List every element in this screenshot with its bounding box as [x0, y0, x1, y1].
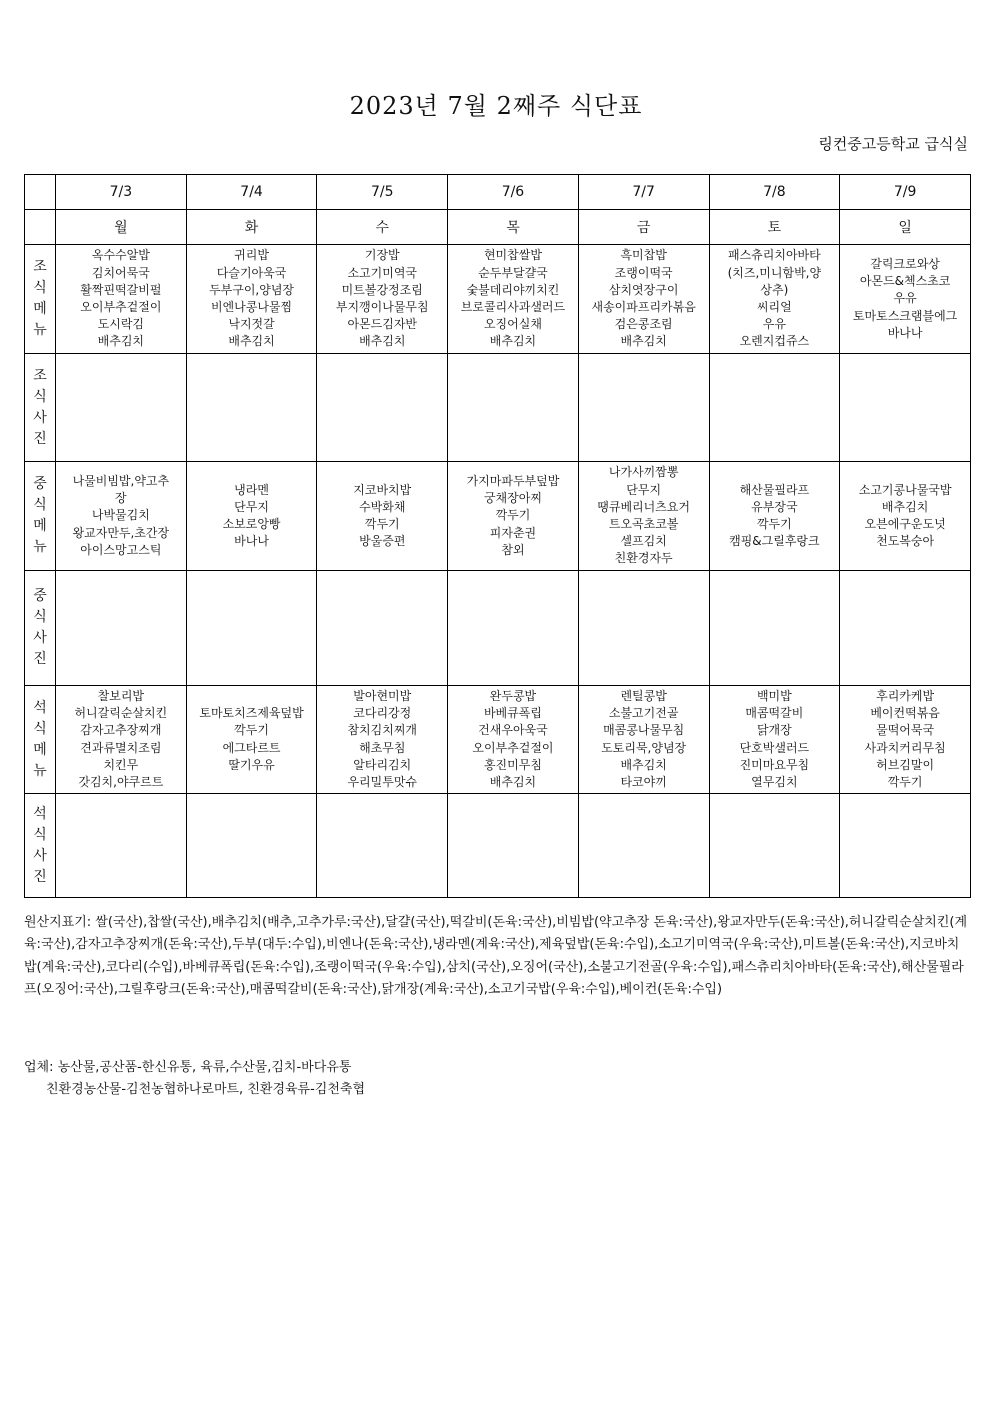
row-label-char: 중 — [33, 588, 47, 604]
row-label-char: 메 — [33, 518, 47, 534]
dinner-menu-cell — [448, 686, 579, 794]
day-row — [25, 210, 971, 245]
row-label-char: 뉴 — [33, 322, 47, 338]
menu-item: 오렌지컵쥬스 — [739, 334, 810, 349]
dinner-menu-cell — [56, 686, 187, 794]
menu-item: 후리카케밥 — [876, 689, 935, 703]
menu-item: 우유 — [893, 291, 917, 306]
page-title: 2023년 7월 2째주 식단표 — [349, 92, 643, 120]
dinner-menu-cell — [840, 686, 971, 794]
menu-item: 소고기콩나물국밥 — [858, 482, 952, 497]
row-label — [25, 354, 56, 462]
dinner-photo-cell — [578, 794, 709, 898]
lunch-menu-cell — [709, 462, 840, 571]
menu-item: 셀프김치 — [620, 534, 667, 549]
row-label-char: 조 — [33, 367, 47, 384]
date-cell: 7/9 — [840, 175, 971, 210]
menu-item: 참치김치찌개 — [347, 723, 418, 738]
date-cell: 7/8 — [709, 175, 840, 210]
breakfast-menu-cell — [186, 245, 317, 354]
menu-item: 바베큐폭립 — [483, 706, 542, 721]
row-label-char: 사 — [33, 630, 47, 646]
lunch-menu-row — [25, 462, 971, 571]
breakfast-menu-row — [25, 245, 971, 354]
corner-cell — [25, 175, 56, 210]
menu-item: 순두부달걀국 — [478, 265, 548, 280]
breakfast-menu-cell — [578, 245, 709, 354]
dinner-photo-cell — [448, 794, 579, 898]
row-label-char: 식 — [33, 280, 47, 296]
menu-item: 캠핑&그릴후랑크 — [729, 534, 820, 549]
menu-item: 단무지 — [626, 482, 662, 497]
menu-item: 물떡어묵국 — [876, 723, 935, 738]
lunch-photo-cell — [317, 571, 448, 686]
menu-item: 조랭이떡국 — [614, 265, 673, 280]
lunch-photo-cell — [448, 571, 579, 686]
row-label-char: 석 — [33, 805, 47, 822]
menu-item: 오징어실채 — [483, 317, 542, 332]
menu-item: 천도복숭아 — [876, 534, 935, 549]
menu-item: 참외 — [501, 542, 525, 557]
lunch-photo-cell — [709, 571, 840, 686]
row-label-char: 사 — [33, 409, 47, 426]
menu-item: 아이스망고스틱 — [80, 542, 162, 557]
menu-item: 갓김치,야쿠르트 — [78, 775, 164, 790]
menu-item: 타코야끼 — [620, 775, 667, 790]
menu-item: 해초무침 — [359, 740, 406, 755]
menu-item: 매콤떡갈비 — [745, 706, 804, 721]
menu-item: 소고기미역국 — [347, 265, 418, 280]
menu-item: 닭개장 — [756, 723, 792, 738]
menu-item: 땡큐베리너츠요거 — [597, 499, 691, 514]
dinner-menu-cell — [709, 686, 840, 794]
row-label-char: 조 — [33, 259, 47, 275]
menu-item: 숯불데리야끼치킨 — [466, 282, 560, 297]
menu-item: 깍두기 — [756, 517, 792, 531]
menu-item: 도토리묵,양념장 — [601, 740, 687, 755]
vendor-info — [24, 1057, 365, 1101]
menu-item: 나가사끼짬뽕 — [608, 465, 679, 480]
menu-item: 배추김치 — [620, 334, 667, 349]
menu-item: 미트볼강정조림 — [341, 282, 423, 297]
menu-item: 우유 — [762, 317, 786, 332]
dinner-menu-row — [25, 686, 971, 794]
row-label — [25, 462, 56, 571]
lunch-photo-cell — [186, 571, 317, 686]
menu-item: 갈릭크로와상 — [870, 256, 940, 271]
row-label-char: 뉴 — [33, 539, 47, 555]
breakfast-photo-cell — [578, 354, 709, 462]
menu-item: 깍두기 — [495, 508, 531, 523]
date-row — [25, 175, 971, 210]
breakfast-photo-cell — [317, 354, 448, 462]
menu-item: 단무지 — [234, 499, 269, 514]
menu-item: 활짝핀떡갈비펄 — [80, 282, 162, 297]
menu-item: 수박화채 — [359, 499, 406, 514]
menu-item: 옥수수알밥 — [91, 248, 150, 263]
corner-cell — [25, 210, 56, 245]
menu-item: 감자고추장찌개 — [80, 723, 162, 738]
row-label-char: 식 — [33, 388, 47, 405]
meal-table — [24, 174, 971, 898]
menu-item: 에그타르트 — [222, 740, 281, 755]
breakfast-photo-row — [25, 354, 971, 462]
date-cell: 7/4 — [186, 175, 317, 210]
menu-item: 나물비빔밥,약고추 — [72, 473, 170, 488]
menu-item: 다슬기아욱국 — [216, 265, 287, 280]
menu-item: 검은콩조림 — [614, 317, 673, 332]
menu-item: 새송이파프리카볶음 — [591, 300, 696, 314]
menu-item: 허브김말이 — [876, 757, 935, 772]
menu-item: 오이부추겉절이 — [80, 300, 162, 314]
menu-item: 소불고기전골 — [608, 706, 679, 721]
breakfast-photo-cell — [186, 354, 317, 462]
menu-item: 오이부추겉절이 — [472, 740, 554, 755]
menu-item: 배추김치 — [489, 334, 537, 349]
dinner-menu-cell — [186, 686, 317, 794]
row-label-char: 식 — [33, 720, 47, 737]
lunch-menu-cell — [317, 462, 448, 571]
day-cell: 화 — [186, 210, 317, 245]
row-label-char: 석 — [33, 699, 47, 716]
menu-item: 배추김치 — [228, 334, 275, 349]
lunch-menu-cell — [578, 462, 709, 571]
menu-item: 상추) — [760, 282, 789, 297]
menu-item: 궁채장아찌 — [483, 491, 542, 506]
menu-item: 깍두기 — [234, 723, 269, 738]
menu-item: 삼치엿장구이 — [608, 282, 679, 297]
day-cell: 일 — [840, 210, 971, 245]
menu-item: 피자춘권 — [489, 525, 537, 540]
day-cell: 목 — [448, 210, 579, 245]
menu-item: 배추김치 — [489, 775, 537, 790]
menu-item: 건새우아욱국 — [478, 723, 548, 738]
dinner-photo-cell — [56, 794, 187, 898]
row-label-char: 중 — [33, 476, 47, 492]
menu-item: 배추김치 — [620, 757, 667, 772]
menu-item: 아몬드김자반 — [347, 317, 418, 332]
lunch-menu-cell — [840, 462, 971, 571]
menu-item: 친환경자두 — [614, 551, 673, 566]
lunch-photo-cell — [578, 571, 709, 686]
dinner-menu-cell — [317, 686, 448, 794]
dinner-photo-cell — [186, 794, 317, 898]
vendor-line: 친환경농산물-김천농협하나로마트, 친환경육류-김천축협 — [46, 1082, 366, 1097]
menu-item: 기장밥 — [364, 248, 400, 263]
date-cell: 7/3 — [56, 175, 187, 210]
menu-item: 렌틸콩밥 — [620, 689, 667, 703]
dinner-photo-cell — [709, 794, 840, 898]
row-label — [25, 245, 56, 354]
menu-item: 패스츄리치아바타 — [727, 248, 821, 263]
menu-item: 치킨무 — [103, 757, 139, 772]
dinner-photo-row — [25, 794, 971, 898]
menu-item: 찰보리밥 — [97, 689, 145, 703]
day-cell: 토 — [709, 210, 840, 245]
menu-item: 트오곡초코볼 — [608, 517, 679, 531]
menu-item: 홍진미무침 — [483, 757, 542, 772]
menu-item: 진미마요무침 — [739, 757, 810, 772]
menu-item: (치즈,미니함박,양 — [727, 265, 822, 280]
menu-item: 배추김치 — [97, 334, 145, 349]
menu-item: 귀리밥 — [234, 248, 269, 263]
menu-item: 도시락김 — [97, 317, 145, 332]
breakfast-menu-cell — [448, 245, 579, 354]
vendor-line: 업체: 농산물,공산품-한신유통, 육류,수산물,김치-바다유통 — [24, 1060, 352, 1075]
menu-item: 유부장국 — [751, 499, 798, 514]
menu-item: 해산물필라프 — [739, 482, 810, 497]
row-label-char: 진 — [33, 430, 47, 447]
date-cell: 7/5 — [317, 175, 448, 210]
dinner-photo-cell — [317, 794, 448, 898]
breakfast-photo-cell — [709, 354, 840, 462]
menu-item: 부지깽이나물무침 — [335, 300, 429, 314]
menu-item: 냉라멘 — [234, 482, 269, 497]
menu-item: 바나나 — [234, 534, 269, 549]
menu-item: 현미찹쌀밥 — [483, 248, 542, 263]
menu-item: 허니갈릭순살치킨 — [74, 706, 168, 721]
menu-item: 방울증편 — [359, 534, 406, 549]
menu-item: 백미밥 — [756, 689, 792, 703]
menu-item: 우리밀투맛슈 — [347, 775, 418, 790]
menu-item: 흑미찹밥 — [620, 248, 667, 263]
dinner-menu-cell — [578, 686, 709, 794]
date-cell: 7/7 — [578, 175, 709, 210]
day-cell: 금 — [578, 210, 709, 245]
menu-item: 브로콜리사과샐러드 — [460, 300, 566, 314]
menu-item: 열무김치 — [751, 775, 798, 790]
menu-item: 알타리김치 — [353, 757, 412, 772]
menu-item: 사과치커리무침 — [864, 740, 946, 755]
row-label-char: 진 — [33, 651, 47, 667]
row-label-char: 메 — [33, 741, 47, 758]
row-label-char: 사 — [33, 847, 47, 864]
lunch-menu-cell — [448, 462, 579, 571]
day-cell: 월 — [56, 210, 187, 245]
breakfast-photo-cell — [448, 354, 579, 462]
menu-item: 낙지젓갈 — [228, 317, 275, 332]
menu-item: 베이컨떡볶음 — [870, 706, 940, 721]
menu-item: 오븐에구운도넛 — [864, 517, 946, 531]
dinner-photo-cell — [840, 794, 971, 898]
menu-item: 두부구이,양념장 — [209, 282, 295, 297]
breakfast-menu-cell — [317, 245, 448, 354]
menu-item: 장 — [115, 491, 127, 506]
day-cell: 수 — [317, 210, 448, 245]
menu-item: 배추김치 — [359, 334, 406, 349]
breakfast-photo-cell — [56, 354, 187, 462]
menu-item: 깍두기 — [887, 775, 923, 790]
date-cell: 7/6 — [448, 175, 579, 210]
menu-item: 딸기우유 — [228, 757, 275, 772]
lunch-menu-cell — [186, 462, 317, 571]
menu-item: 바나나 — [887, 325, 923, 340]
lunch-photo-cell — [56, 571, 187, 686]
lunch-menu-cell — [56, 462, 187, 571]
menu-item: 완두콩밥 — [489, 689, 537, 703]
breakfast-menu-cell — [840, 245, 971, 354]
menu-item: 발아현미밥 — [353, 689, 412, 703]
row-label-char: 식 — [33, 826, 47, 843]
breakfast-menu-cell — [709, 245, 840, 354]
menu-item: 단호박샐러드 — [739, 740, 810, 755]
menu-item: 씨리얼 — [756, 300, 792, 314]
menu-item: 견과류멸치조림 — [80, 740, 162, 755]
menu-item: 토마토치즈제육덮밥 — [199, 706, 304, 721]
row-label-char: 메 — [33, 301, 47, 317]
breakfast-menu-cell — [56, 245, 187, 354]
row-label — [25, 794, 56, 898]
row-label-char: 뉴 — [33, 762, 47, 779]
menu-item: 가지마파두부덮밥 — [466, 473, 560, 488]
row-label-char: 진 — [33, 868, 47, 885]
menu-item: 소보로앙빵 — [222, 517, 281, 531]
menu-item: 지코바치밥 — [353, 482, 412, 497]
menu-item: 왕교자만두,초간장 — [72, 525, 170, 540]
menu-item: 깍두기 — [364, 517, 400, 531]
lunch-photo-cell — [840, 571, 971, 686]
row-label — [25, 686, 56, 794]
menu-item: 코다리강정 — [353, 706, 412, 721]
origin-notes: 원산지표기: 쌀(국산),찹쌀(국산),배추김치(배추,고추가루:국산),달걀(국산),떡갈비(돈육:국산),비빔밥(약고추장 돈육:국산),왕교자만두(돈육:국산),허니갈릭순살치킨(계육:국산),감자고추장찌개(돈육:국산),두부(대두:수입),비엔나(돈육:국산),냉라멘(계육:국산),제육덮밥(돈육:수입),소고기미역국(우육:국산),미트볼(돈육:국산),지코바치밥(계육:국산),코다리(수입),바베큐폭립(돈육:수입),조랭이떡국(우육:수입),삼치(국산),오징어(국산),소불고기전골(우육:수입),패스츄리치아바타(돈육:국산),해산물필라프(오징어:국산),그릴후랑크(돈육:국산),매콤떡갈비(돈육:국산),닭개장(계육:국산),소고기국밥(우육:수입),베이컨(돈육:수입) — [24, 915, 968, 998]
row-label-char: 식 — [33, 497, 47, 513]
lunch-photo-row — [25, 571, 971, 686]
school-name: 링컨중고등학교 급식실 — [818, 135, 968, 153]
row-label — [25, 571, 56, 686]
breakfast-photo-cell — [840, 354, 971, 462]
menu-item: 토마토스크램블에그 — [852, 308, 958, 323]
row-label-char: 식 — [33, 609, 47, 625]
menu-item: 나박물김치 — [91, 508, 150, 523]
menu-item: 아몬드&첵스초코 — [859, 274, 951, 289]
menu-item: 매콤콩나물무침 — [603, 723, 685, 738]
menu-item: 비엔나콩나물찜 — [210, 300, 293, 314]
menu-item: 김치어묵국 — [91, 265, 150, 280]
menu-item: 배추김치 — [881, 499, 929, 514]
